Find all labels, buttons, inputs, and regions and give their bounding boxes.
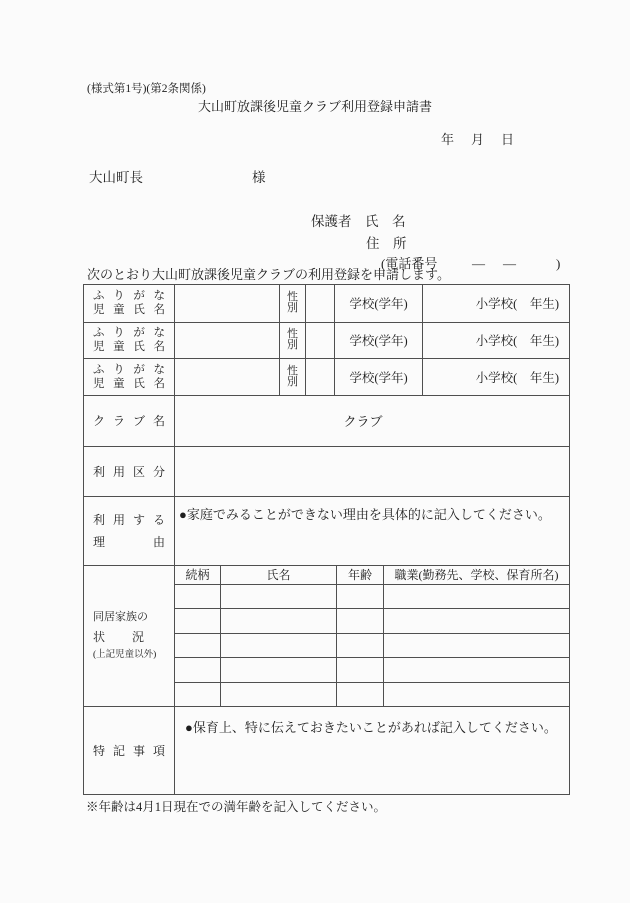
- child-row-2: [84, 322, 569, 359]
- special-notes-label-cell: [84, 707, 174, 794]
- usage-reason-row: [84, 496, 569, 565]
- school-value-text: 小学校( 年生): [475, 334, 559, 349]
- gender-label-top: 性: [287, 290, 298, 303]
- date-blank-line: 年 月 日: [441, 132, 517, 147]
- form-title: 大山町放課後児童クラブ利用登録申請書: [197, 99, 432, 114]
- relation-blank-cell: [175, 658, 220, 681]
- gender-label-bottom: 別: [287, 376, 298, 389]
- occupation-blank-cell: [383, 585, 569, 608]
- name-blank-cell: [220, 658, 336, 681]
- family-blank-row: [175, 608, 569, 632]
- special-notes-label: 特記事項: [93, 743, 165, 758]
- name-blank-cell: [220, 609, 336, 632]
- name-blank-cell: [220, 683, 336, 706]
- usage-reason-label-top: 利用する: [93, 512, 165, 527]
- occupation-blank-cell: [383, 683, 569, 706]
- school-grade-label: 学校(学年): [349, 297, 408, 312]
- usage-category-row: [84, 446, 569, 496]
- club-suffix-text: クラブ: [343, 414, 383, 430]
- family-label-line1: 同居家族の: [93, 611, 148, 624]
- furigana-label: ふりがな: [93, 363, 165, 376]
- gender-label-top: 性: [287, 364, 298, 377]
- usage-category-label-cell: [84, 447, 174, 496]
- child-name-blank-cell: [174, 359, 279, 395]
- club-name-value-cell: [174, 396, 569, 446]
- name-blank-cell: [220, 634, 336, 657]
- age-blank-cell: [336, 609, 383, 632]
- usage-reason-label-bottom: 理由: [93, 534, 165, 549]
- child-name-label-cell: [84, 359, 174, 395]
- gender-label-bottom: 別: [287, 339, 298, 352]
- phone-dash: ―: [503, 256, 516, 271]
- school-grade-label: 学校(学年): [349, 371, 408, 386]
- school-grade-label-cell: [334, 323, 422, 359]
- relation-blank-cell: [175, 609, 220, 632]
- usage-reason-hint: ●家庭でみることができない理由を具体的に記入してください。: [179, 506, 551, 522]
- gender-label-bottom: 別: [287, 302, 298, 315]
- school-value-text: 小学校( 年生): [475, 371, 559, 386]
- child-row-1: [84, 285, 569, 322]
- occupation-header: 職業(勤務先、学校、保育所名): [383, 566, 569, 584]
- family-label-cell: [84, 566, 174, 706]
- club-name-label: クラブ名: [93, 414, 165, 429]
- club-name-row: [84, 395, 569, 446]
- family-label-line3: (上記児童以外): [93, 650, 157, 661]
- relation-blank-cell: [175, 683, 220, 706]
- gender-blank-cell: [305, 323, 334, 359]
- age-blank-cell: [336, 683, 383, 706]
- family-header-row: [175, 566, 569, 584]
- school-grade-label-cell: [334, 359, 422, 395]
- school-value-cell: [422, 359, 569, 395]
- gender-label-top: 性: [287, 327, 298, 340]
- furigana-label: ふりがな: [93, 289, 165, 302]
- phone-close-paren: ): [556, 256, 561, 271]
- child-name-label-cell: [84, 285, 174, 322]
- family-blank-row: [175, 657, 569, 681]
- family-blank-row: [175, 584, 569, 608]
- guardian-address-label: 住 所: [366, 236, 407, 251]
- intro-sentence: 次のとおり大山町放課後児童クラブの利用登録を申請します。: [87, 267, 450, 282]
- gender-label-cell: [279, 285, 305, 322]
- occupation-blank-cell: [383, 634, 569, 657]
- usage-category-blank-cell: [174, 447, 569, 496]
- school-value-cell: [422, 323, 569, 359]
- usage-reason-label-cell: [84, 497, 174, 565]
- club-name-label-cell: [84, 396, 174, 446]
- school-value-cell: [422, 285, 569, 322]
- special-notes-row: [84, 706, 569, 794]
- relation-blank-cell: [175, 634, 220, 657]
- phone-dash: ―: [472, 256, 485, 271]
- registration-table: [83, 284, 570, 795]
- phone-number-label: (電話番号: [381, 256, 438, 271]
- age-blank-cell: [336, 634, 383, 657]
- addressee-name: 大山町長: [89, 170, 143, 185]
- age-blank-cell: [336, 585, 383, 608]
- child-name-label: 児童氏名: [93, 378, 165, 391]
- gender-label-cell: [279, 359, 305, 395]
- gender-blank-cell: [305, 285, 334, 322]
- gender-blank-cell: [305, 359, 334, 395]
- guardian-name-label: 保護者 氏 名: [311, 214, 406, 229]
- name-header: 氏名: [220, 566, 336, 584]
- school-value-text: 小学校( 年生): [475, 297, 559, 312]
- family-members-row: [84, 565, 569, 706]
- child-row-3: [84, 358, 569, 395]
- age-footnote: ※年齢は4月1日現在での満年齢を記入してください。: [86, 800, 387, 814]
- child-name-label: 児童氏名: [93, 341, 165, 354]
- child-name-blank-cell: [174, 285, 279, 322]
- form-style-note: (様式第1号)(第2条関係): [87, 83, 206, 95]
- child-name-blank-cell: [174, 323, 279, 359]
- occupation-blank-cell: [383, 658, 569, 681]
- furigana-label: ふりがな: [93, 326, 165, 339]
- school-grade-label-cell: [334, 285, 422, 322]
- special-notes-hint-cell: [174, 707, 569, 794]
- usage-category-label: 利用区分: [93, 464, 165, 479]
- family-blank-row: [175, 633, 569, 657]
- addressee-honorific: 様: [252, 170, 266, 185]
- child-name-label-cell: [84, 323, 174, 359]
- age-blank-cell: [336, 658, 383, 681]
- age-header: 年齢: [336, 566, 383, 584]
- name-blank-cell: [220, 585, 336, 608]
- family-label-line2: 状況: [93, 630, 144, 645]
- gender-label-cell: [279, 323, 305, 359]
- child-name-label: 児童氏名: [93, 304, 165, 317]
- occupation-blank-cell: [383, 609, 569, 632]
- school-grade-label: 学校(学年): [349, 334, 408, 349]
- relation-header: 続柄: [185, 568, 210, 583]
- relation-blank-cell: [175, 585, 220, 608]
- family-blank-row: [175, 682, 569, 706]
- family-sub-table: [174, 566, 569, 706]
- usage-reason-hint-cell: [174, 497, 569, 565]
- special-notes-hint: ●保育上、特に伝えておきたいことがあれば記入してください。: [185, 719, 557, 735]
